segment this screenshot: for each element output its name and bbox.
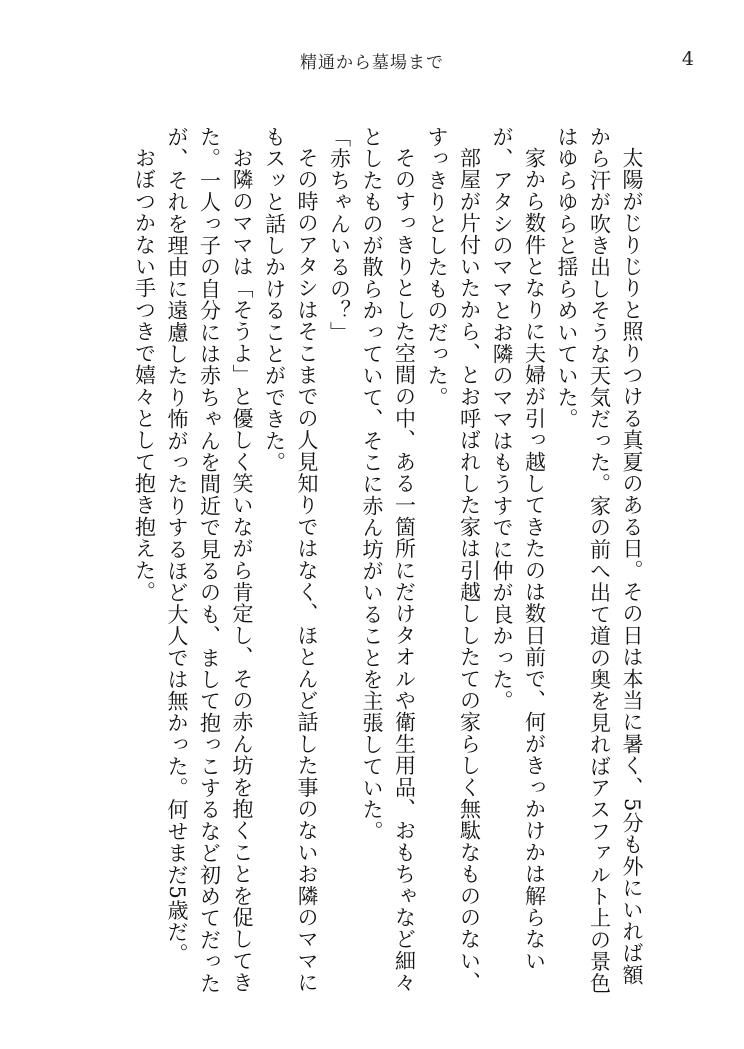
paragraph: そのすっきりとした空間の中、ある一箇所にだけタオルや衛生用品、おもちゃなど細々としたものが散らかっていて、そこに赤ん坊がいることを主張していた。 <box>360 126 417 994</box>
running-header-title: 精通から墓場まで <box>300 53 444 73</box>
paragraph: 家から数件となりに夫婦が引っ越してきたのは数日前で、何がきっかけかは解らないが、アタシのママとお隣のママはもうすでに仲が良かった。 <box>490 126 547 972</box>
dialogue-line: 「赤ちゃんいるの？」 <box>327 126 352 343</box>
paragraph: 太陽がじりじりと照りつける真夏のある日。その日は本当に暑く、5分も外にいれば額から汗が吹き出しそうな天気だった。家の前へ出て道の奥を見ればアスファルト上の景色はゆらゆらと揺らめいていた。 <box>555 126 644 995</box>
paragraph: おぼつかない手つきで嬉々として抱き抱えた。 <box>132 147 157 603</box>
vertical-body-text <box>128 126 648 1006</box>
paragraph: お隣のママは「そうよ」と優しく笑いながら肯定し、その赤ん坊を抱くことを促してきた。一人っ子の自分には赤ちゃんを間近で見るのも、まして抱っこするなど初めてだったが、それを理由に遠慮したり怖がったりするほど大人では無かった。何せまだ5歳だ。 <box>165 126 254 994</box>
paragraph: 部屋が片付いたから、とお呼ばれした家は引越ししたての家らしく無駄なもののない、すっきりとしたものだった。 <box>425 126 482 994</box>
paragraph: その時のアタシはそこまでの人見知りではなく、ほとんど話した事のないお隣のママにもスッと話しかけることができた。 <box>262 126 319 994</box>
page-number: 4 <box>681 48 694 70</box>
